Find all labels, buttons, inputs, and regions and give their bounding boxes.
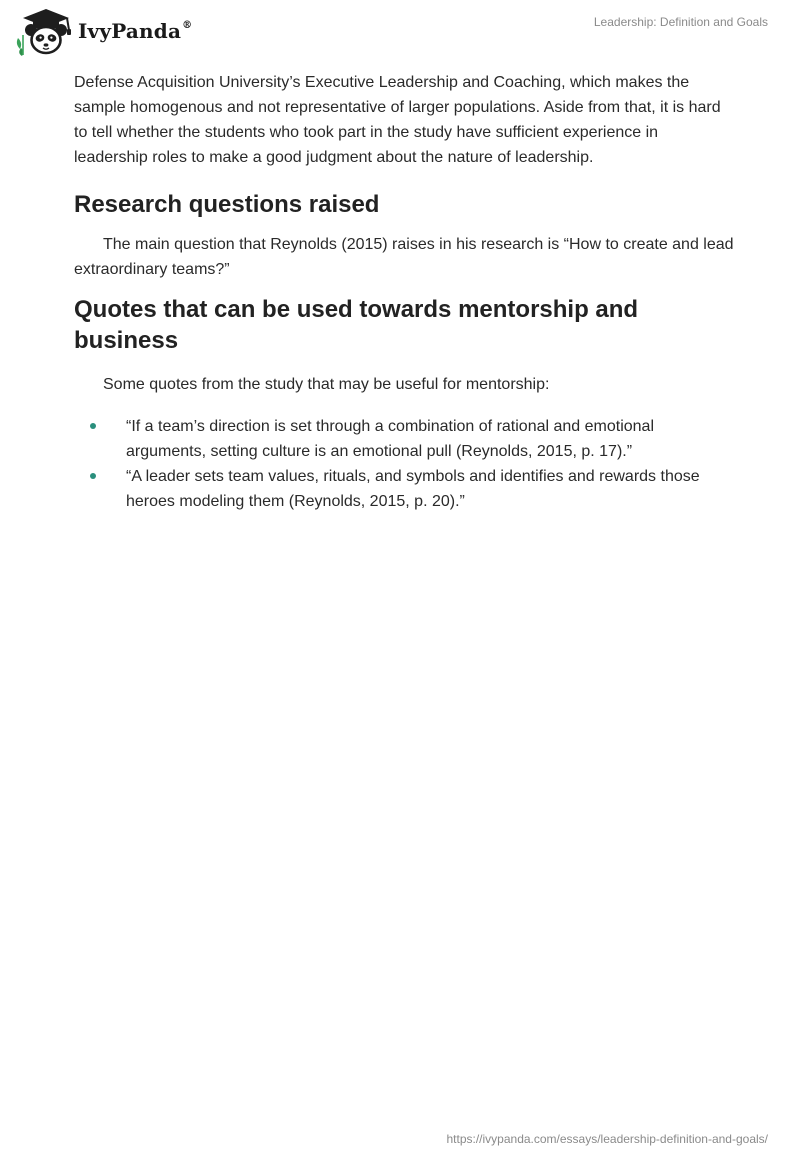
- list-item: [74, 414, 734, 464]
- bullet-dot-icon: [90, 473, 96, 479]
- brand-name-text: IvyPanda: [78, 19, 182, 43]
- bullet-dot-icon: [90, 423, 96, 429]
- quote-text: “A leader sets team values, rituals, and symbols and identifies and rewards those heroes modeling them (Reynolds, 2015, p. 20).”: [126, 468, 700, 510]
- quotes-list: [74, 414, 734, 514]
- list-item: [74, 464, 734, 514]
- source-url-link[interactable]: https://ivypanda.com/essays/leadership-definition-and-goals/: [446, 1132, 768, 1146]
- brand-name: [78, 19, 192, 43]
- running-title: Leadership: Definition and Goals: [593, 15, 768, 29]
- panda-graduate-icon: [14, 8, 78, 56]
- intro-paragraph: Defense Acquisition University’s Executive Leadership and Coaching, which makes the sample homogenous and not representative of larger populations. Aside from that, it is hard to tell whether the students who took part in the study have sufficient experience in leadership roles to make a good judgment about the nature of leadership.: [74, 74, 721, 166]
- research-question-paragraph: The main question that Reynolds (2015) raises in his research is “How to create and lead extraordinary teams?”: [74, 236, 734, 278]
- ivypanda-logo[interactable]: [14, 8, 204, 54]
- document-body: [74, 70, 734, 514]
- heading-research-questions: Research questions raised: [74, 191, 380, 218]
- registered-mark: ®: [182, 20, 193, 32]
- quote-text: “If a team’s direction is set through a combination of rational and emotional arguments, setting culture is an emotional pull (Reynolds, 2015, p. 17).”: [126, 418, 654, 460]
- page-header: [0, 0, 800, 60]
- heading-quotes-mentorship: Quotes that can be used towards mentorship and business: [74, 296, 639, 354]
- quotes-intro-paragraph: Some quotes from the study that may be useful for mentorship:: [103, 376, 550, 393]
